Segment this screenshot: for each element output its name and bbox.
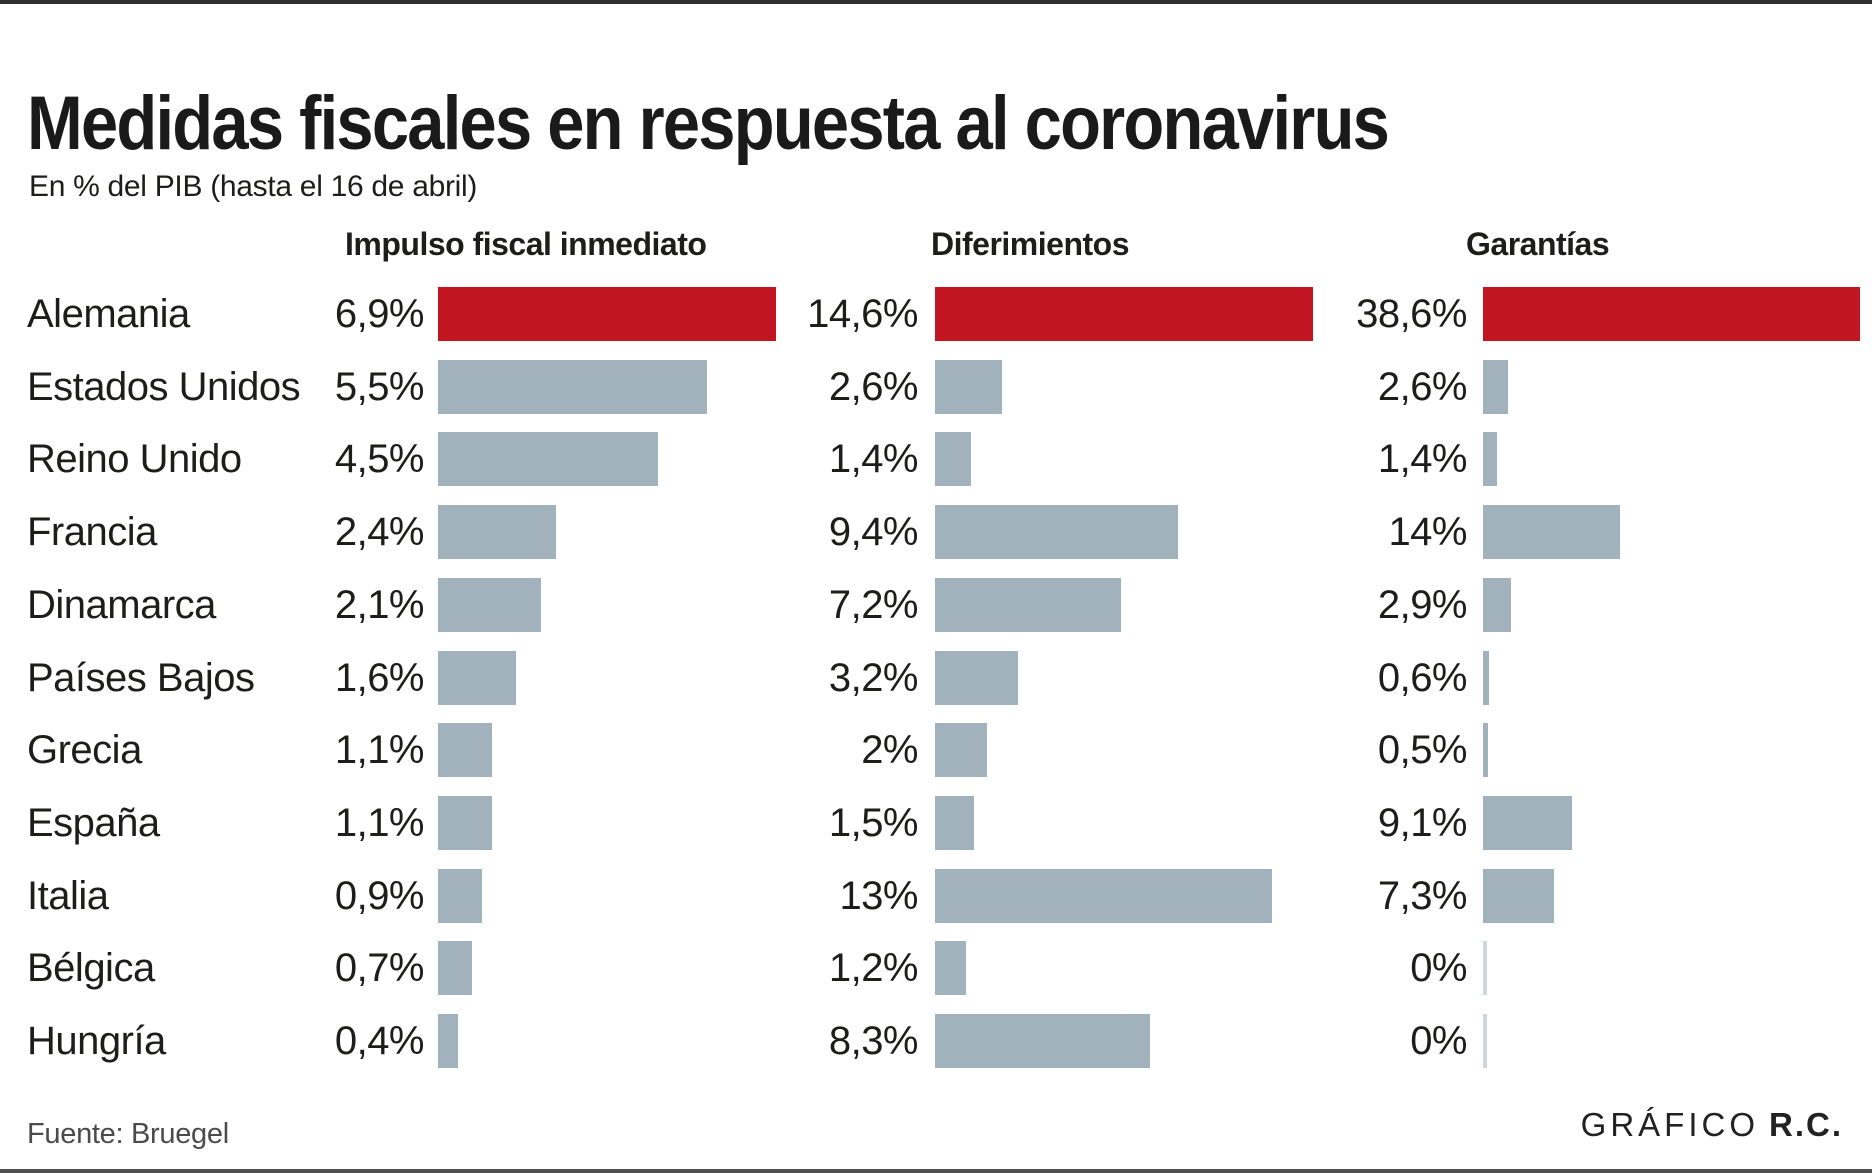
bar-area bbox=[1483, 869, 1860, 923]
bar-area bbox=[1483, 360, 1860, 414]
chart-row bbox=[0, 360, 1872, 414]
bar bbox=[935, 723, 987, 777]
bar-area bbox=[1483, 578, 1860, 632]
bar bbox=[438, 941, 472, 995]
value-label: 1,2% bbox=[828, 946, 918, 991]
bar bbox=[1483, 360, 1508, 414]
bar-area bbox=[1483, 941, 1860, 995]
bar bbox=[1483, 432, 1497, 486]
value-label: 2,6% bbox=[1377, 364, 1467, 409]
value-label: 13% bbox=[839, 873, 918, 918]
row-label: Dinamarca bbox=[27, 582, 216, 627]
value-label: 14,6% bbox=[807, 292, 918, 336]
bar-area bbox=[438, 1014, 776, 1068]
zero-tick bbox=[1483, 1014, 1487, 1068]
bar-area bbox=[438, 723, 776, 777]
bar bbox=[438, 723, 492, 777]
value-label: 1,1% bbox=[334, 728, 424, 773]
bar-area bbox=[1483, 432, 1860, 486]
credit-initials: R.C. bbox=[1769, 1106, 1843, 1143]
value-label: 0% bbox=[1410, 946, 1467, 991]
bar-area bbox=[935, 941, 1313, 995]
bar bbox=[935, 432, 971, 486]
chart-row bbox=[0, 1014, 1872, 1068]
bar bbox=[1483, 505, 1620, 559]
bar bbox=[438, 505, 556, 559]
chart-subtitle: En % del PIB (hasta el 16 de abril) bbox=[29, 170, 478, 203]
bar bbox=[1483, 869, 1554, 923]
bar bbox=[935, 505, 1178, 559]
bar bbox=[935, 1014, 1150, 1068]
value-label: 0,5% bbox=[1377, 728, 1467, 773]
value-label: 2% bbox=[861, 728, 918, 773]
bar-area bbox=[935, 1014, 1313, 1068]
value-label: 7,3% bbox=[1377, 873, 1467, 918]
bar-area bbox=[935, 651, 1313, 705]
bar bbox=[1483, 578, 1511, 632]
value-label: 4,5% bbox=[334, 437, 424, 482]
bar bbox=[438, 360, 707, 414]
bar-area bbox=[438, 287, 776, 341]
bar-area bbox=[935, 723, 1313, 777]
value-label: 0,9% bbox=[334, 873, 424, 918]
chart-row bbox=[0, 941, 1872, 995]
bar-area bbox=[1483, 505, 1860, 559]
chart-row bbox=[0, 505, 1872, 559]
value-label: 2,4% bbox=[334, 510, 424, 555]
bar-area bbox=[935, 360, 1313, 414]
column-header-diferimientos: Diferimientos bbox=[931, 226, 1129, 262]
value-label: 0,4% bbox=[334, 1019, 424, 1063]
bar bbox=[935, 578, 1121, 632]
column-header-garantias: Garantías bbox=[1466, 226, 1610, 262]
bar-area bbox=[935, 505, 1313, 559]
bar bbox=[935, 287, 1313, 341]
bar-area bbox=[1483, 1014, 1860, 1068]
value-label: 1,4% bbox=[828, 437, 918, 482]
bar bbox=[1483, 287, 1860, 341]
bar-area bbox=[935, 578, 1313, 632]
bar-area bbox=[1483, 796, 1860, 850]
row-label: Alemania bbox=[27, 292, 190, 336]
value-label: 6,9% bbox=[334, 292, 424, 336]
bar bbox=[438, 1014, 458, 1068]
bar-area bbox=[935, 869, 1313, 923]
bar bbox=[935, 360, 1002, 414]
row-label: Reino Unido bbox=[27, 437, 242, 482]
value-label: 3,2% bbox=[828, 655, 918, 700]
bar-area bbox=[438, 432, 776, 486]
bottom-rule bbox=[0, 1169, 1872, 1173]
value-label: 0% bbox=[1410, 1019, 1467, 1063]
bar-area bbox=[438, 796, 776, 850]
row-label: Estados Unidos bbox=[27, 364, 301, 409]
row-label: Grecia bbox=[27, 728, 142, 773]
top-rule bbox=[0, 0, 1872, 4]
chart-row bbox=[0, 723, 1872, 777]
bar-area bbox=[935, 796, 1313, 850]
row-label: Italia bbox=[27, 873, 109, 918]
bar-area bbox=[935, 432, 1313, 486]
value-label: 1,4% bbox=[1377, 437, 1467, 482]
bar bbox=[438, 796, 492, 850]
bar bbox=[438, 578, 541, 632]
bar bbox=[935, 941, 966, 995]
value-label: 38,6% bbox=[1356, 292, 1467, 336]
value-label: 9,1% bbox=[1377, 800, 1467, 845]
bar bbox=[935, 869, 1272, 923]
value-label: 0,7% bbox=[334, 946, 424, 991]
value-label: 5,5% bbox=[334, 364, 424, 409]
value-label: 7,2% bbox=[828, 582, 918, 627]
value-label: 1,5% bbox=[828, 800, 918, 845]
bar-area bbox=[438, 360, 776, 414]
value-label: 2,1% bbox=[334, 582, 424, 627]
bar-area bbox=[935, 287, 1313, 341]
bar-area bbox=[1483, 287, 1860, 341]
bar-area bbox=[438, 651, 776, 705]
bar-area bbox=[1483, 651, 1860, 705]
chart-row bbox=[0, 796, 1872, 850]
chart-title: Medidas fiscales en respuesta al coronavirus bbox=[27, 80, 1389, 166]
row-label: Hungría bbox=[27, 1019, 166, 1063]
bar bbox=[1483, 723, 1488, 777]
value-label: 0,6% bbox=[1377, 655, 1467, 700]
chart-row bbox=[0, 287, 1872, 341]
value-label: 1,6% bbox=[334, 655, 424, 700]
row-label: España bbox=[27, 800, 160, 845]
value-label: 2,6% bbox=[828, 364, 918, 409]
chart-row bbox=[0, 651, 1872, 705]
bar bbox=[935, 796, 974, 850]
value-label: 1,1% bbox=[334, 800, 424, 845]
source-note: Fuente: Bruegel bbox=[27, 1118, 229, 1150]
zero-tick bbox=[1483, 941, 1487, 995]
bar-area bbox=[438, 941, 776, 995]
credit-prefix: GRÁFICO bbox=[1580, 1106, 1759, 1143]
credit bbox=[1581, 1106, 1843, 1144]
row-label: Francia bbox=[27, 510, 157, 555]
value-label: 14% bbox=[1388, 510, 1467, 555]
bar-area bbox=[438, 578, 776, 632]
bar bbox=[935, 651, 1018, 705]
value-label: 9,4% bbox=[828, 510, 918, 555]
bar bbox=[438, 651, 516, 705]
chart-row bbox=[0, 578, 1872, 632]
value-label: 8,3% bbox=[828, 1019, 918, 1063]
value-label: 2,9% bbox=[1377, 582, 1467, 627]
column-header-impulso: Impulso fiscal inmediato bbox=[345, 226, 707, 262]
bar bbox=[438, 287, 776, 341]
row-label: Bélgica bbox=[27, 946, 155, 991]
chart-row bbox=[0, 869, 1872, 923]
bar bbox=[1483, 796, 1572, 850]
bar bbox=[438, 869, 482, 923]
bar-area bbox=[438, 869, 776, 923]
bar bbox=[1483, 651, 1489, 705]
row-label: Países Bajos bbox=[27, 655, 255, 700]
bar-area bbox=[1483, 723, 1860, 777]
bar-area bbox=[438, 505, 776, 559]
bar bbox=[438, 432, 658, 486]
chart-row bbox=[0, 432, 1872, 486]
